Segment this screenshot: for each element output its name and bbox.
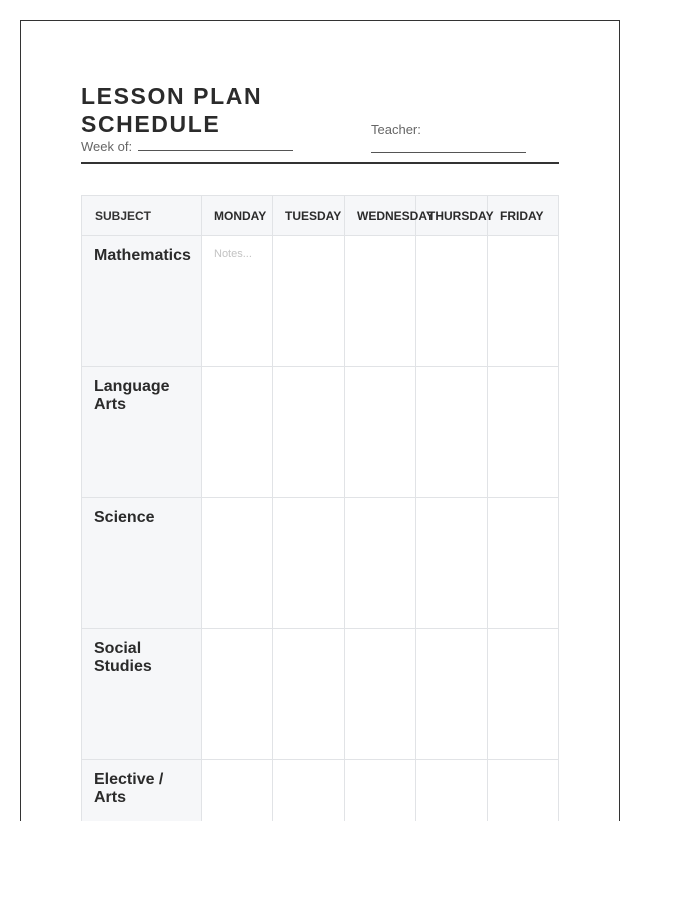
cell-wednesday[interactable] xyxy=(345,498,416,629)
table-header-row xyxy=(82,196,559,236)
cell-friday[interactable] xyxy=(488,760,559,822)
subject-language-arts: Language Arts xyxy=(82,367,202,498)
cell-thursday[interactable] xyxy=(416,498,488,629)
cell-tuesday[interactable] xyxy=(273,498,345,629)
cell-tuesday[interactable] xyxy=(273,236,345,367)
header-tuesday: TUESDAY xyxy=(273,196,345,236)
week-of-input-line[interactable] xyxy=(138,138,293,151)
table-row xyxy=(82,498,559,629)
cell-thursday[interactable] xyxy=(416,760,488,822)
teacher-input-line[interactable] xyxy=(371,152,526,153)
table-row xyxy=(82,629,559,760)
header-thursday: THURSDAY xyxy=(416,196,488,236)
teacher-label: Teacher: xyxy=(371,122,421,137)
cell-thursday[interactable] xyxy=(416,236,488,367)
cell-friday[interactable] xyxy=(488,498,559,629)
cell-monday[interactable] xyxy=(202,236,273,367)
cell-monday[interactable] xyxy=(202,498,273,629)
header-friday: FRIDAY xyxy=(488,196,559,236)
cell-thursday[interactable] xyxy=(416,367,488,498)
cell-monday[interactable] xyxy=(202,367,273,498)
cell-friday[interactable] xyxy=(488,629,559,760)
week-of-field xyxy=(81,138,293,154)
lesson-plan-page xyxy=(20,20,620,821)
cell-wednesday[interactable] xyxy=(345,629,416,760)
cell-wednesday[interactable] xyxy=(345,236,416,367)
table-row xyxy=(82,236,559,367)
cell-thursday[interactable] xyxy=(416,629,488,760)
cell-tuesday[interactable] xyxy=(273,760,345,822)
subject-science: Science xyxy=(82,498,202,629)
cell-tuesday[interactable] xyxy=(273,629,345,760)
cell-tuesday[interactable] xyxy=(273,367,345,498)
cell-friday[interactable] xyxy=(488,367,559,498)
week-of-label: Week of: xyxy=(81,139,133,154)
cell-monday[interactable] xyxy=(202,629,273,760)
page-title: LESSON PLAN SCHEDULE xyxy=(81,83,263,137)
table-row xyxy=(82,367,559,498)
subject-mathematics: Mathematics xyxy=(82,236,202,367)
table-row xyxy=(82,760,559,822)
subject-social-studies: Social Studies xyxy=(82,629,202,760)
notes-placeholder[interactable]: Notes... xyxy=(214,248,252,260)
header-monday: MONDAY xyxy=(202,196,273,236)
header-wednesday: WEDNESDAY xyxy=(345,196,416,236)
header-subject: SUBJECT xyxy=(82,196,202,236)
subject-elective-arts: Elective / Arts xyxy=(82,760,202,822)
header-divider xyxy=(81,162,559,164)
cell-wednesday[interactable] xyxy=(345,367,416,498)
cell-friday[interactable] xyxy=(488,236,559,367)
cell-monday[interactable] xyxy=(202,760,273,822)
cell-wednesday[interactable] xyxy=(345,760,416,822)
schedule-table xyxy=(81,195,559,821)
